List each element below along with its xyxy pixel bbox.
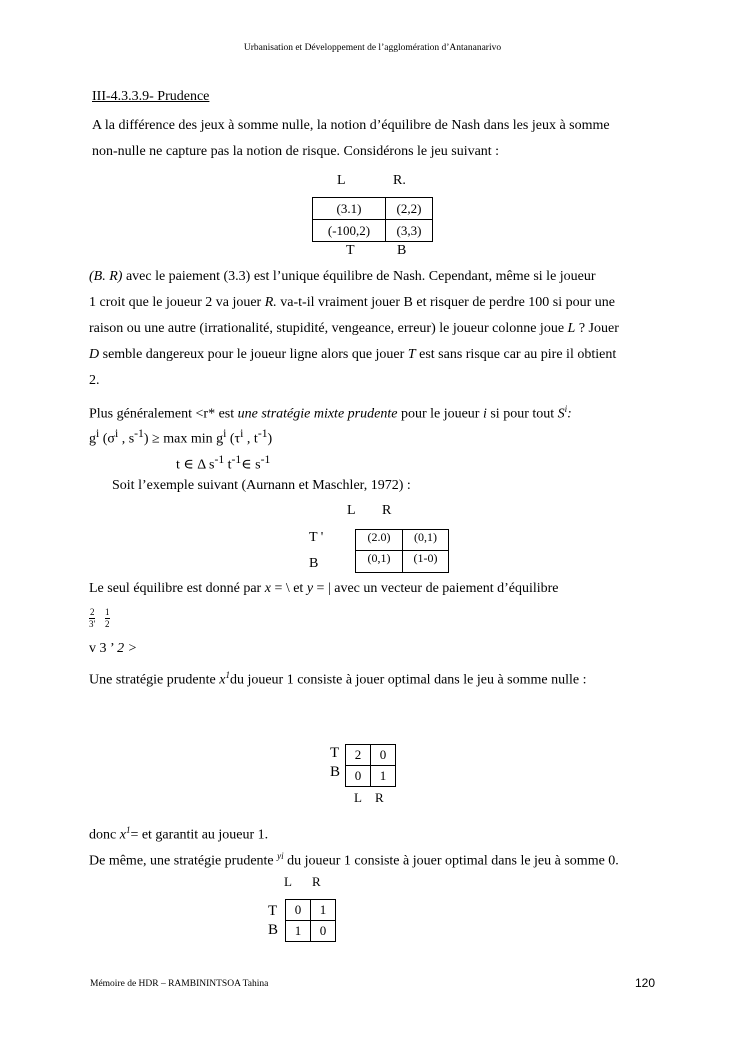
game3-row-label-t: T	[330, 745, 340, 761]
text-line: raison ou une autre (irrationalité, stupidité, vengeance, erreur) le joueur colonne joue L ? Jouer	[89, 321, 619, 336]
game2-payoff-table	[355, 529, 449, 573]
game4-cell: 0	[286, 900, 311, 921]
game1-cell: (-100,2)	[313, 220, 386, 242]
game2-col-label-l: L	[347, 503, 356, 518]
text-line: 1 croit que le joueur 2 va jouer R. va-t-il vraiment jouer B et risquer de perdre 100 si pour une	[89, 295, 616, 310]
game1-row-label-t: T	[346, 243, 355, 258]
fraction-two-thirds: $\frac{2}{3'}$	[89, 607, 96, 629]
game2-col-label-r: R	[382, 503, 392, 518]
game2-cell: (0,1)	[403, 530, 449, 551]
paragraph-nash	[89, 264, 619, 394]
text-line: D semble dangereux pour le joueur ligne alors que jouer T est sans risque car au pire il obtient	[89, 347, 617, 362]
game2-cell: (1-0)	[403, 551, 449, 573]
fraction-one-half: $\frac{1}{2}$	[105, 607, 110, 629]
game3-cell: 0	[371, 745, 396, 766]
game4-cell: 1	[286, 921, 311, 942]
game1-cell: (2,2)	[386, 198, 433, 220]
game3-cell: 2	[346, 745, 371, 766]
example-intro: Soit l’exemple suivant (Aurnann et Maschler, 1972) :	[112, 478, 411, 493]
game3-zero-sum-table	[345, 744, 396, 787]
game4-row-label-b: B	[268, 922, 279, 938]
running-header: Urbanisation et Développement de l’agglomération d’Antananarivo	[243, 43, 502, 53]
equilibrium-sentence: Le seul équilibre est donné par x = \ et y = | avec un vecteur de paiement d’équilibre	[89, 581, 559, 596]
game2-cell: (0,1)	[356, 551, 403, 573]
paragraph-intro	[92, 113, 610, 165]
game4-col-label-r: R	[312, 874, 321, 889]
game4-zero-sum-table	[285, 899, 336, 942]
game3-cell: 1	[371, 766, 396, 787]
x1-guarantee-sentence: donc $x^1=$ et garantit au joueur 1.	[89, 825, 269, 843]
prudent-strategy-y1: De même, une stratégie prudente $^{yi}$ du joueur 1 consiste à jouer optimal dans le jeu à somme 0.	[89, 851, 619, 869]
game1-row-label-b: B	[397, 243, 407, 258]
page-number: 120	[635, 976, 656, 990]
footer-author: Mémoire de HDR – RAMBININTSOA Tahina	[90, 979, 269, 989]
game1-cell: (3.1)	[313, 198, 386, 220]
section-title: III-4.3.3.9- Prudence	[92, 89, 210, 104]
text-line: 2.	[89, 373, 100, 388]
game4-cell: 1	[311, 900, 336, 921]
formula-line-2: t ∈ Δ $s^{-1}$ $t^{-1}\in$ $s^{-1}$	[176, 453, 271, 473]
game3-col-label-r: R	[375, 790, 384, 805]
game1-payoff-table	[312, 197, 433, 242]
game1-cell: (3,3)	[386, 220, 433, 242]
payoff-vector-line: v 3 ’ 2 >	[89, 641, 138, 656]
game3-col-label-l: L	[354, 790, 362, 805]
game2-cell: (2.0)	[356, 530, 403, 551]
game3-cell: 0	[346, 766, 371, 787]
paragraph-prudent-definition: Plus généralement <r* est une stratégie mixte prudente pour le joueur i si pour tout $S^i$:	[89, 404, 572, 422]
game1-col-label-l: L	[337, 173, 346, 188]
text-line: (B. R) avec le paiement (3.3) est l’unique équilibre de Nash. Cependant, même si le joueur	[89, 269, 596, 284]
prudent-strategy-x1: Une stratégie prudente $x^1du$ joueur 1 consiste à jouer optimal dans le jeu à somme nulle :	[89, 670, 587, 688]
text-line: A la différence des jeux à somme nulle, la notion d’équilibre de Nash dans les jeux à somme	[92, 118, 610, 133]
formula-line-1: $g^i$ ($\sigma^i$ , $s^{-1}) \ge \max \min g^i$ ($\tau^i$ , $t^{-1}$)	[89, 427, 273, 447]
game2-row-label-b: B	[309, 556, 319, 571]
game4-cell: 0	[311, 921, 336, 942]
game3-row-label-b: B	[330, 764, 341, 780]
game1-col-label-r: R.	[393, 173, 406, 188]
game2-row-label-t: T '	[309, 530, 324, 545]
game4-row-label-t: T	[268, 903, 278, 919]
game4-col-label-l: L	[284, 874, 292, 889]
text-line: non-nulle ne capture pas la notion de risque. Considérons le jeu suivant :	[92, 144, 500, 159]
